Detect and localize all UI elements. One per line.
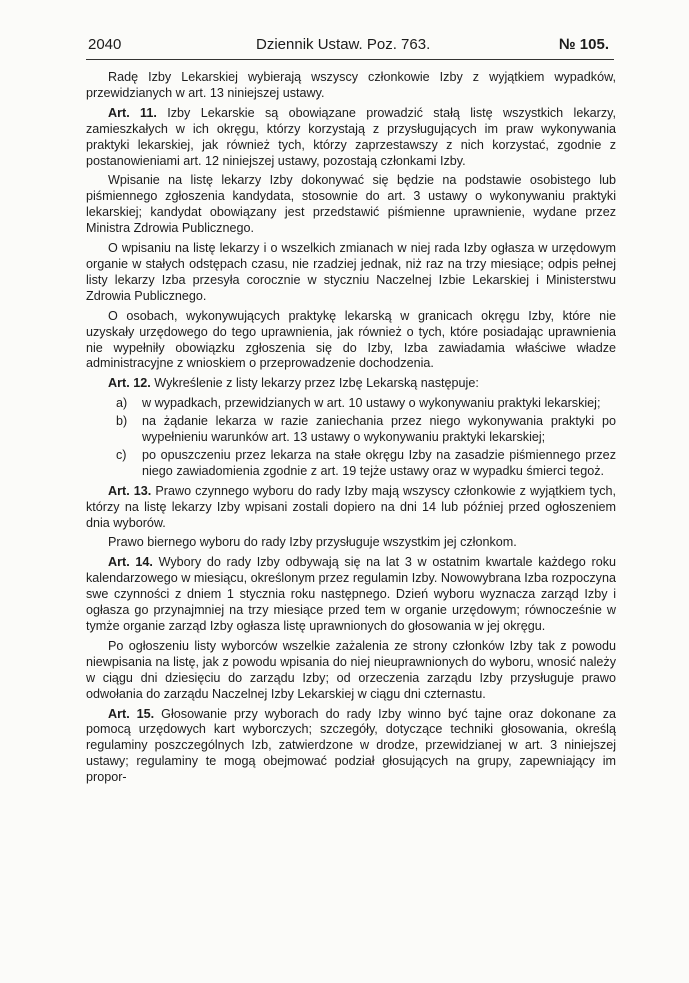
header-rule (86, 59, 614, 60)
paragraph: Po ogłoszeniu listy wyborców wszelkie zażalenia ze strony członków Izby tak z powodu niewpisania na listę, jak z powodu wpisania do niej nieuprawnionych do wyboru, wnosić należy w ciągu dni dziesięciu do zarządu Izby; od orzeczenia zarządu Izby przysługuje prawo odwołania do zarządu Naczelnej Izby Lekarskiej w ciągu dni czternastu. (86, 638, 616, 701)
paragraph: Radę Izby Lekarskiej wybierają wszyscy członkowie Izby z wyjątkiem wypadków, przewidzianych w art. 13 niniejszej ustawy. (86, 70, 616, 100)
article-text: Izby Lekarskie są obowiązane prowadzić stałą listę wszystkich lekarzy, zamieszkałych w ich okręgu, którzy korzystają z przysługujących im praw wykonywania praktyki lekarskiej, jak również tych, którzy zaprzestawszy z nich korzystać, zgodnie z postanowieniami art. 12 niniejszej ustawy, pozostają członkami Izby. (86, 105, 617, 168)
paragraph: Wpisanie na listę lekarzy Izby dokonywać się będzie na podstawie osobistego lub piśmiennego zgłoszenia kandydata, stosownie do art. 3 ustawy o wykonywaniu praktyki lekarskiej; kandydat obowiązany jest przedstawić piśmienne uprawnienie, wydane przez Ministra Zdrowia Publicznego. (86, 173, 616, 236)
issue-number: № 105. (558, 36, 609, 53)
paragraph: Prawo biernego wyboru do rady Izby przysługuje wszystkim jej członkom. (108, 535, 517, 550)
list-item (86, 448, 616, 480)
article-15 (86, 707, 616, 787)
article-label: Art. 11. (108, 105, 157, 120)
list-item (86, 414, 616, 446)
article-14 (86, 555, 616, 635)
article-12-list (86, 396, 616, 480)
article-12 (86, 376, 616, 392)
document-body (86, 70, 616, 790)
paragraph: O osobach, wykonywujących praktykę lekarską w granicach okręgu Izby, które nie uzyskały urzędowego do tego uprawnienia, jak również o tych, które posiadając uprawnienia nie wypełniły obowiązku zgłoszenia się do Izby, Izba zawiadamia właściwe władze administracyjne z wnioskiem o przeprowadzenie dochodzenia. (86, 308, 616, 371)
list-item-text: po opuszczeniu przez lekarza na stałe okręgu Izby na zasadzie piśmiennego przez niego zawiadomienia zgodnie z art. 19 tejże ustawy oraz w wypadku śmierci tegoż. (142, 447, 616, 478)
list-item-text: na żądanie lekarza w razie zaniechania przez niego wykonywania praktyki po wypełnieniu warunków art. 13 ustawy o wykonywaniu praktyki lekarskiej; (142, 414, 616, 445)
list-item-label: a) (116, 396, 128, 411)
article-text: Wybory do rady Izby odbywają się na lat 3 w ostatnim kwartale każdego roku kalendarzowego w miesiącu, określonym przez regulamin Izby. Nowowybrana Izba rozpoczyna swe czynności z dniem 1 stycznia roku następnego. Dzień wyboru wyznacza zarząd Izby i ogłasza go przynajmniej na trzy miesiące przed tem w organie urzędowym; równocześnie w tymże organie zarząd Izby ogłasza listę uprawnionych do głosowania w jej okręgu. (86, 555, 616, 633)
article-label: Art. 15. (108, 706, 155, 721)
list-item-label: c) (116, 447, 127, 462)
list-item-label: b) (116, 414, 128, 429)
list-item-text: w wypadkach, przewidzianych w art. 10 ustawy o wykonywaniu praktyki lekarskiej; (142, 396, 601, 411)
page-number: 2040 (88, 36, 122, 53)
article-13 (86, 484, 616, 532)
list-item (86, 396, 616, 412)
paragraph: O wpisaniu na listę lekarzy i o wszelkich zmianach w niej rada Izby ogłasza w urzędowym organie w stałych odstępach czasu, nie rzadziej jednak, niż raz na trzy miesiące; odpis pełnej listy lekarzy Izba przesyła corocznie w styczniu Naczelnej Izbie Lekarskiej i Ministerstwu Zdrowia Publicznego. (86, 241, 616, 303)
article-11 (86, 106, 616, 170)
article-label: Art. 14. (108, 555, 153, 570)
article-label: Art. 12. (108, 376, 151, 391)
article-text: Głosowanie przy wyborach do rady Izby winno być tajne oraz dokonane za pomocą urzędowych kart wyborczych; szczegóły, dotyczące techniki głosowania, określą regulaminy poszczególnych Izb, zatwierdzone w drodze, przewidzianej w art. 3 niniejszej ustawy; regulaminy te mogą obejmować podział głosujących na grupy, zapewniający im propor- (86, 706, 616, 785)
running-header (88, 34, 609, 56)
article-text: Prawo czynnego wyboru do rady Izby mają wszyscy członkowie z wyjątkiem tych, którzy na listę lekarzy Izby wpisani zostali dopiero na dni 14 lub później przed ogłoszeniem dnia wyborów. (86, 483, 617, 530)
journal-title: Dziennik Ustaw. Poz. 763. (256, 36, 431, 53)
article-text: Wykreślenie z listy lekarzy przez Izbę Lekarską następuje: (154, 376, 479, 391)
article-label: Art. 13. (108, 483, 152, 498)
